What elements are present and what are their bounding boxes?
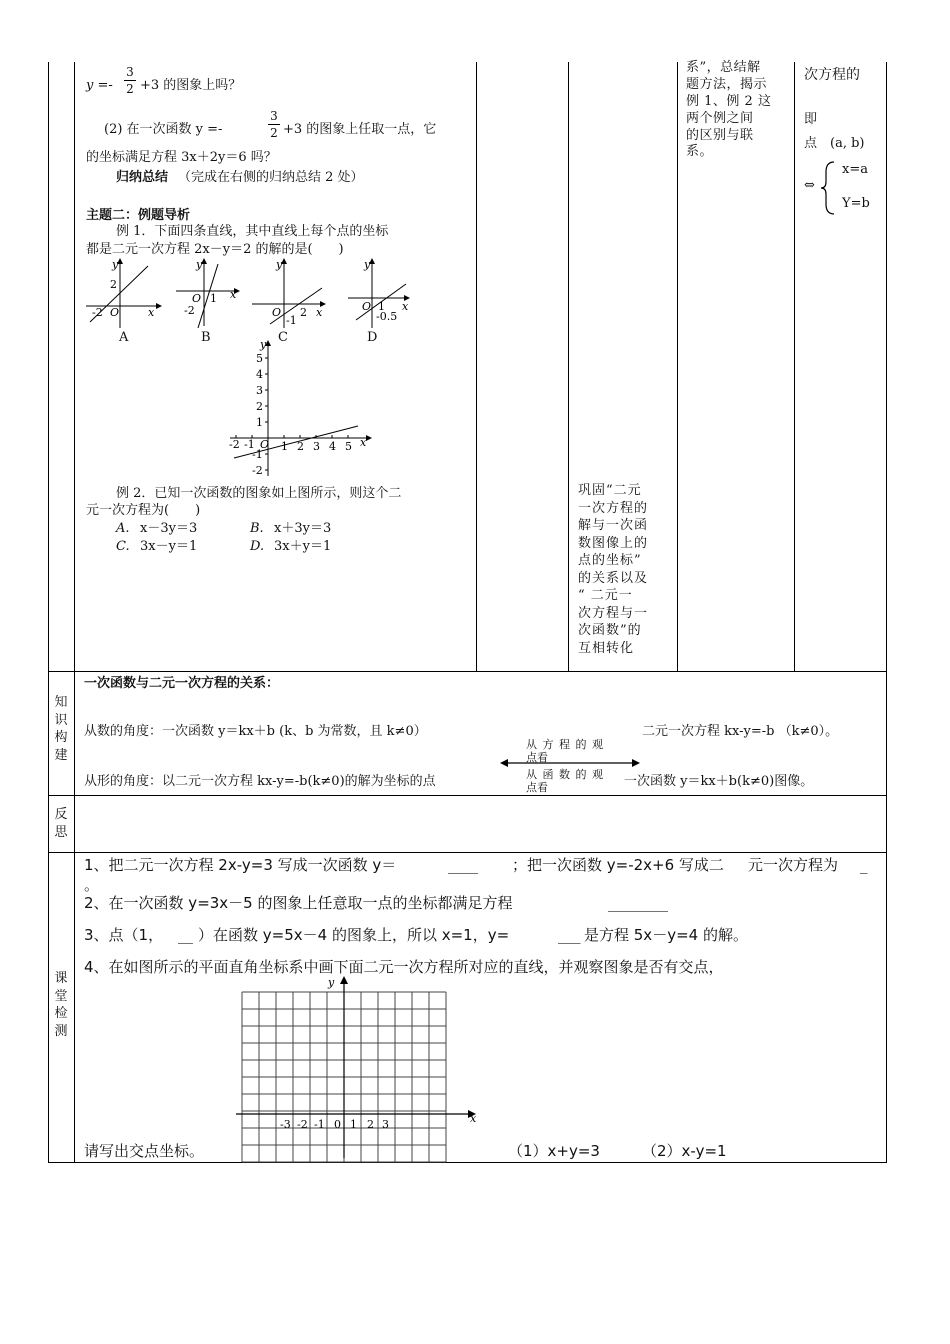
summary-heading: 归纳总结 [116, 170, 169, 185]
test-q1: 1、把二元一次方程 2x-y=3 写成一次函数 y＝ [84, 856, 397, 874]
ex2-graph-origin: O [260, 438, 270, 451]
graph-a-label-neg2: -2 [92, 306, 103, 319]
graph-b [172, 258, 242, 330]
col6-line2: 即 [804, 112, 818, 127]
test-q3-blank1[interactable]: __ [178, 926, 193, 944]
ex2-xtick-1: 1 [281, 440, 288, 453]
grid-y-label: y [328, 976, 335, 989]
equation-right: 二元一次方程 kx-y=-b （k≠0）。 [642, 724, 839, 739]
test-q2: 2、在一次函数 y=3x－5 的图象上任意取一点的坐标都满足方程 [84, 894, 513, 912]
test-q2-blank[interactable]: ________ [608, 894, 668, 912]
grid-origin: 0 [334, 1118, 341, 1131]
graph-b-y-label: y [196, 258, 203, 271]
ex2-xtick-2: 2 [297, 440, 304, 453]
option-d-letter: D. [250, 539, 265, 554]
option-c-letter: C. [116, 539, 130, 554]
graph-b-origin: O [192, 292, 202, 305]
ex2-ytick-neg2: -2 [252, 464, 263, 477]
ex2-graph-y-label: y [260, 338, 267, 351]
example2-line1: 例 2．已知一次函数的图象如上图所示，则这个二 [116, 486, 402, 501]
arrow-bottom-label2: 点看 [526, 781, 548, 794]
test-q3-blank2[interactable]: ___ [558, 926, 581, 944]
test-q3-b: ）在函数 y=5x－4 的图象上，所以 x=1，y= [198, 926, 510, 944]
q2-fraction: 3 2 [268, 110, 280, 139]
graph-a-label-2: 2 [110, 278, 117, 291]
test-q1-end: 元一次方程为 [748, 856, 839, 874]
grid-xtick-neg1: -1 [314, 1118, 325, 1131]
grid-xtick-1: 1 [350, 1118, 357, 1131]
col6-line3: 点 (a, b) [804, 136, 865, 151]
test-eq2: （2）x-y=1 [642, 1142, 727, 1160]
example1-line1: 例 1．下面四条直线，其中直线上每个点的坐标 [116, 224, 389, 239]
shape-right: 一次函数 y＝kx＋b(k≠0)图像。 [624, 774, 814, 789]
number-angle: 从数的角度：一次函数 y＝kx＋b (k、b 为常数，且 k≠0） [84, 724, 427, 739]
test-q3-a: 3、点（1， [84, 926, 164, 944]
graph-d-letter: D [367, 330, 378, 345]
brace-icon [820, 160, 836, 216]
q2-suffix: +3 的图象上任取一点，它 [283, 122, 437, 137]
col6-yb: Y=b [842, 196, 870, 211]
knowledge-label: 知 识 构 建 [54, 695, 68, 763]
coordinate-grid[interactable] [232, 972, 482, 1162]
graph-a-origin: O [110, 306, 120, 319]
test-q4: 4、在如图所示的平面直角坐标系中画下面二元一次方程所对应的直线，并观察图象是否有交点， [84, 958, 724, 976]
ex2-ytick-4: 4 [256, 368, 263, 381]
double-arrow-icon [500, 758, 640, 768]
graph-c-label-2: 2 [300, 306, 307, 319]
reflection-label: 反 思 [54, 807, 68, 840]
graph-d-x-label: x [402, 300, 409, 313]
q2-prefix: (2) 在一次函数 y =- [104, 122, 223, 137]
grid-xtick-neg3: -3 [280, 1118, 291, 1131]
option-d-text: 3x＋y＝1 [274, 539, 332, 554]
test-q1-blank2[interactable]: _ [860, 856, 868, 874]
arrow-top-label: 从 方 程 的 观 [526, 738, 604, 751]
test-q3-c: 是方程 5x－y=4 的解。 [584, 926, 748, 944]
test-q1-mid: ；把一次函数 y=-2x+6 写成二 [512, 856, 724, 874]
test-q1-blank1[interactable]: ____ [448, 856, 478, 874]
ex2-ytick-2: 2 [256, 400, 263, 413]
ex2-xtick-neg1: -1 [244, 438, 255, 451]
option-a-letter: A. [116, 521, 130, 536]
graph-d-label-neg05: -0.5 [376, 310, 398, 323]
graph-d-y-label: y [364, 258, 371, 271]
q1-eq-prefix: y =- [86, 78, 113, 93]
test-q4-tail: 请写出交点坐标。 [84, 1142, 205, 1160]
graph-b-label-1: 1 [210, 292, 217, 305]
graph-c-label-neg1: -1 [286, 314, 297, 327]
ex2-graph-x-label: x [360, 436, 367, 449]
option-a-text: x－3y＝3 [140, 521, 198, 536]
grid-xtick-neg2: -2 [297, 1118, 308, 1131]
shape-angle: 从形的角度：以二元一次方程 kx-y=-b(k≠0)的解为坐标的点 [84, 774, 436, 789]
ex2-ytick-neg1: -1 [252, 448, 263, 461]
arrow-top-label2: 点看 [526, 751, 548, 764]
grid-xtick-3: 3 [382, 1118, 389, 1131]
example2-graph [226, 340, 376, 480]
topic2-heading: 主题二：例题导析 [86, 208, 191, 223]
ex2-ytick-5: 5 [256, 352, 263, 365]
summary-note: （完成在右侧的归纳总结 2 处） [178, 170, 364, 185]
ex2-xtick-5: 5 [345, 440, 352, 453]
arrow-bottom-label: 从 函 数 的 观 [526, 768, 604, 781]
consolidation-note: 巩固“二元 一次方程的 解与一次函 数图像上的 点的坐标” 的关系以及 “ 二元一 次方程与一 次函数”的 互相转化 [578, 483, 649, 656]
equivalence-arrow: ⇔ [804, 178, 815, 193]
q2-line2: 的坐标满足方程 3x＋2y＝6 吗？ [86, 150, 277, 165]
example1-line2: 都是二元一次方程 2x－y＝2 的解的是( ) [86, 242, 344, 257]
ex2-ytick-1: 1 [256, 416, 263, 429]
example2-line2: 元一次方程为( ) [86, 503, 201, 518]
graph-d-origin: O [362, 300, 372, 313]
graph-c-letter: C [278, 330, 288, 345]
graph-b-label-neg2: -2 [184, 304, 195, 317]
graph-c-origin: O [272, 306, 282, 319]
ex2-xtick-neg2: -2 [229, 438, 240, 451]
grid-xtick-2: 2 [367, 1118, 374, 1131]
grid-x-label: x [470, 1112, 477, 1125]
ex2-xtick-4: 4 [329, 440, 336, 453]
graph-d [346, 258, 412, 330]
graph-b-x-label: x [230, 288, 237, 301]
graph-a-x-label: x [148, 306, 155, 319]
ex2-xtick-3: 3 [313, 440, 320, 453]
knowledge-title: 一次函数与二元一次方程的关系： [84, 676, 280, 691]
option-c-text: 3x－y＝1 [140, 539, 198, 554]
q1-fraction: 3 2 [124, 66, 136, 95]
graph-a-letter: A [119, 330, 129, 345]
col6-xa: x=a [842, 162, 868, 177]
col6-line1: 次方程的 [804, 67, 860, 83]
graph-b-letter: B [201, 330, 211, 345]
graph-c-x-label: x [316, 306, 323, 319]
q1-eq-suffix: +3 的图象上吗？ [140, 78, 242, 93]
option-b-letter: B. [250, 521, 264, 536]
graph-c [250, 258, 330, 330]
ex2-ytick-3: 3 [256, 384, 263, 397]
graph-d-label-1: 1 [378, 300, 385, 313]
graph-a [82, 258, 162, 330]
test-q1-tail: 。 [84, 876, 100, 894]
graph-a-y-label: y [112, 258, 119, 271]
classroom-test-label: 课 堂 检 测 [54, 971, 68, 1039]
test-eq1: （1）x+y=3 [508, 1142, 600, 1160]
method-summary: 系”，总结解 题方法，揭示 例 1、例 2 这 两个例之间 的区别与联 系。 [686, 60, 772, 160]
graph-c-y-label: y [276, 258, 283, 271]
option-b-text: x＋3y＝3 [274, 521, 332, 536]
